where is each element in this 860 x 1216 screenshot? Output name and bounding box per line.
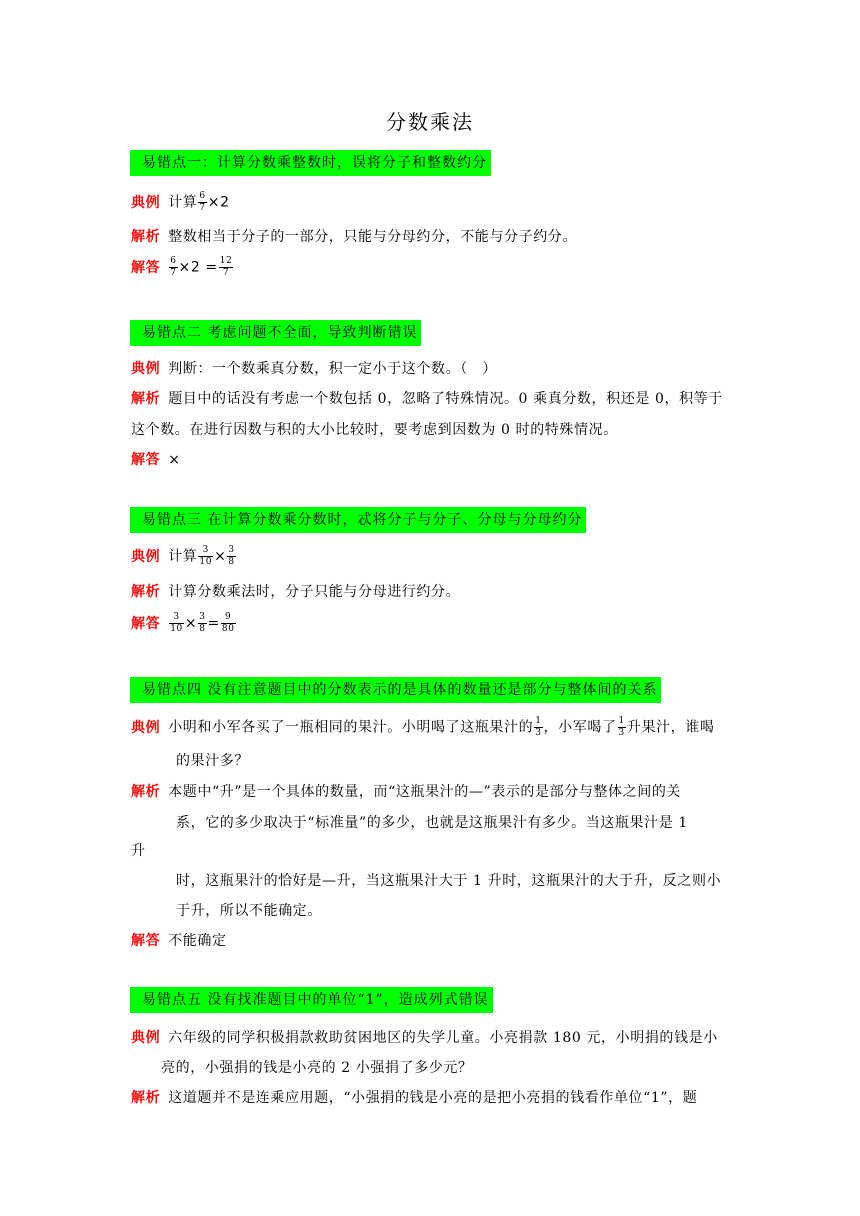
section-4-heading: 易错点四 没有注意题目中的分数表示的是具体的数量还是部分与整体间的关系 xyxy=(130,677,661,703)
s1-analysis xyxy=(131,226,577,246)
fraction xyxy=(618,716,626,739)
analysis-label: 解析 xyxy=(131,1090,161,1106)
fraction-numerator: 12 xyxy=(219,256,233,266)
example-label: 典例 xyxy=(131,1030,161,1046)
fraction-denominator: 7 xyxy=(170,268,177,278)
answer-label: 解答 xyxy=(131,259,161,276)
fraction-denominator: 10 xyxy=(170,624,183,634)
s5-analysis xyxy=(131,1087,697,1107)
s1-analysis-text: 整数相当于分子的一部分，只能与分母约分，不能与分子约分。 xyxy=(168,229,578,245)
fraction-numerator: 1 xyxy=(535,716,542,726)
fraction-denominator: 80 xyxy=(221,624,235,634)
page-title: 分数乘法 xyxy=(386,110,474,134)
s2-analysis xyxy=(131,388,723,408)
fraction-denominator: 8 xyxy=(228,557,235,567)
fraction-numerator: 1 xyxy=(618,716,625,726)
s4-analysis-line-3: 升 xyxy=(131,843,146,859)
s3-example xyxy=(131,545,237,568)
s1-example-prefix: 计算 xyxy=(168,194,198,211)
fraction xyxy=(169,256,177,279)
fraction-numerator: 3 xyxy=(228,545,235,555)
section-2-heading: 易错点二 考虑问题不全面，导致判断错误 xyxy=(130,320,421,346)
s4-answer-text: 不能确定 xyxy=(168,933,227,949)
s4-analysis-line-4: 时，这瓶果汁的恰好是—升，当这瓶果汁大于 1 升时，这瓶果汁的大于升，反之则小 xyxy=(176,873,722,889)
s4-analysis xyxy=(131,781,681,801)
s2-example-text: 判断：一个数乘真分数，积一定小于这个数。（ ） xyxy=(168,361,498,377)
s2-example xyxy=(131,358,497,378)
s5-example xyxy=(131,1027,718,1047)
s2-analysis-line-2: 这个数。在进行因数与积的大小比较时，要考虑到因数为 0 时的特殊情况。 xyxy=(131,422,618,438)
s3-example-prefix: 计算 xyxy=(168,548,198,565)
fraction xyxy=(198,191,206,214)
fraction-denominator: 7 xyxy=(199,203,206,213)
analysis-label: 解析 xyxy=(131,784,161,800)
fraction xyxy=(169,612,184,635)
s2-analysis-line-1: 题目中的话没有考虑一个数包括 0，忽略了特殊情况。0 乘真分数，积还是 0，积等于 xyxy=(168,391,723,407)
s4-analysis-line-1: 本题中“升”是一个具体的数量，而“这瓶果汁的—”表示的是部分与整体之间的关 xyxy=(168,784,682,800)
fraction xyxy=(534,716,542,739)
answer-label: 解答 xyxy=(131,615,161,632)
fraction-denominator: 8 xyxy=(199,624,206,634)
s3-analysis-text: 计算分数乘法时，分子只能与分母进行约分。 xyxy=(168,584,461,600)
fraction-denominator: 7 xyxy=(222,268,230,278)
answer-label: 解答 xyxy=(131,933,161,949)
s4-example-part-1: 小明和小军各买了一瓶相同的果汁。小明喝了这瓶果汁的 xyxy=(168,719,534,736)
s1-answer xyxy=(131,256,234,279)
section-3-heading: 易错点三 在计算分数乘分数时，忒将分子与分子、分母与分母约分 xyxy=(130,507,586,533)
s5-example-line-2: 亮的，小强捐的钱是小亮的 2 小强捐了多少元？ xyxy=(161,1060,473,1076)
fraction-denominator: 3 xyxy=(618,728,625,738)
s4-example xyxy=(131,716,714,739)
fraction-numerator: 3 xyxy=(199,612,206,622)
s2-answer xyxy=(131,449,181,469)
example-label: 典例 xyxy=(131,194,161,211)
s5-example-line-1: 六年级的同学积极捐款救助贫困地区的失学儿童。小亮捐款 180 元，小明捐的钱是小 xyxy=(168,1030,718,1046)
fraction xyxy=(221,612,236,635)
s4-example-part-2: ，小军喝了 xyxy=(543,719,617,736)
fraction-denominator: 10 xyxy=(199,557,213,567)
s1-answer-op: ×2 = xyxy=(178,259,218,276)
example-label: 典例 xyxy=(131,548,161,565)
s4-analysis-line-5: 于升，所以不能确定。 xyxy=(176,903,322,919)
times-sign: × xyxy=(184,615,198,632)
fraction xyxy=(219,256,234,279)
fraction xyxy=(198,545,213,568)
example-label: 典例 xyxy=(131,361,161,377)
analysis-label: 解析 xyxy=(131,391,161,407)
s3-answer xyxy=(131,612,237,635)
fraction-numerator: 9 xyxy=(221,612,236,624)
equals-sign: = xyxy=(207,615,220,632)
fraction xyxy=(227,545,235,568)
times-sign: × xyxy=(214,548,227,565)
s1-example xyxy=(131,191,230,214)
s2-answer-text: × xyxy=(168,452,181,468)
fraction-denominator: 3 xyxy=(535,728,542,738)
s4-example-line-2: 的果汁多？ xyxy=(176,753,249,769)
answer-label: 解答 xyxy=(131,452,161,468)
fraction xyxy=(198,612,206,635)
s5-analysis-line-1: 这道题并不是连乘应用题，“小强捐的钱是小亮的是把小亮捐的钱看作单位“1”，题 xyxy=(168,1090,698,1106)
fraction-numerator: 6 xyxy=(170,256,177,266)
analysis-label: 解析 xyxy=(131,229,161,245)
section-1-heading: 易错点一：计算分数乘整数时，误将分子和整数约分 xyxy=(130,150,491,176)
fraction-numerator: 3 xyxy=(169,612,184,624)
example-label: 典例 xyxy=(131,719,161,736)
fraction-numerator: 6 xyxy=(199,191,206,201)
s4-analysis-line-2: 系，它的多少取决于“标准量”的多少，也就是这瓶果汁有多少。当这瓶果汁是 1 xyxy=(176,815,688,831)
s3-analysis xyxy=(131,581,460,601)
s4-example-part-3: 升果汁，谁喝 xyxy=(626,719,715,736)
analysis-label: 解析 xyxy=(131,584,161,600)
s4-answer xyxy=(131,930,227,950)
s1-example-op: ×2 xyxy=(207,194,230,211)
section-5-heading: 易错点五 没有找准题目中的单位“1”，造成列式错误 xyxy=(130,987,493,1013)
fraction-numerator: 3 xyxy=(198,545,213,557)
